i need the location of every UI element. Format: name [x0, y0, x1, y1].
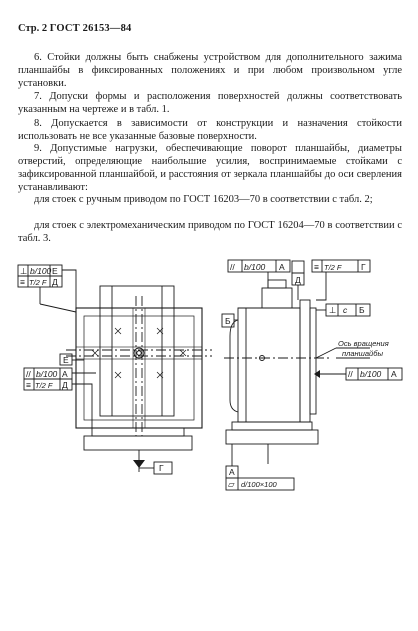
flat-symbol: ≡: [20, 277, 25, 287]
flatness-symbol: ▱: [228, 479, 235, 489]
paragraph-9b: для стоек с электромеханическим приводом по ГОСТ 16204—70 в соответствии с табл. 3.: [18, 220, 402, 245]
bottom-datum-g: Г: [159, 463, 164, 473]
technical-drawing: [0, 250, 418, 630]
sym-symbol: ≡: [26, 380, 31, 390]
axis-label-2: планшайбы: [342, 349, 383, 358]
paragraph-6: 6. Стойки должны быть снабжены устройством для дополнительного зажима планшайбы в фиксированных положениях и при любом произвольном угле установки.: [18, 52, 402, 90]
left-perp-datum: E: [52, 266, 58, 276]
right-top-par-datum: А: [279, 262, 285, 272]
right-datum-d: Д: [295, 275, 301, 285]
right-flat-tol: d/100×100: [241, 480, 277, 489]
right-top-par-tol: b/100: [244, 262, 266, 272]
page-header: [18, 23, 131, 34]
paragraph-9a: для стоек с ручным приводом по ГОСТ 16203—70 в соответствии с табл. 2;: [34, 194, 373, 205]
side-view: [224, 280, 330, 464]
right-datum-a: А: [229, 467, 235, 477]
right-sym-datum: Г: [361, 262, 366, 272]
right-par-tol: b/100: [360, 369, 382, 379]
paragraph-8: 8. Допускается в зависимости от конструкции и назначения стойкости использовать не все указанные базовые поверхности.: [18, 118, 402, 143]
right-par-symbol-2: //: [348, 369, 353, 379]
right-par-datum: А: [391, 369, 397, 379]
datum-g-frame: [139, 462, 172, 474]
document-title: ГОСТ 26153—84: [49, 23, 132, 34]
right-perp-datum: Б: [359, 305, 365, 315]
left-sym-tol: T/2 F: [35, 381, 53, 390]
right-datum-b: Б: [225, 316, 231, 326]
right-perp-symbol: ⊥: [329, 305, 337, 315]
parallel-symbol: //: [26, 369, 31, 379]
left-datum-e: E: [63, 355, 69, 365]
front-view: [66, 286, 212, 472]
paragraph-9: 9. Допустимые нагрузки, обеспечивающие поворот планшайбы, диаметры отверстий, определяющие наибольшие усилия, воспринимаемые стойками с зафиксированной планшайбой, и расстояния от зеркала планшайбы до оси сверления устанавливают:: [18, 143, 402, 194]
right-par-symbol: //: [230, 262, 235, 272]
left-perp-tol: b/100: [30, 266, 52, 276]
left-par-tol: b/100: [36, 369, 58, 379]
axis-label-1: Ось вращения: [338, 339, 389, 348]
left-flat-datum: Д: [52, 277, 58, 287]
right-perp-tol: с: [343, 305, 348, 315]
paragraph-7: 7. Допуски формы и расположения поверхностей должны соответствовать указанным на чертеже и в табл. 1.: [18, 91, 402, 116]
left-flat-tol: T/2 F: [29, 278, 47, 287]
page-number: Стр. 2: [18, 23, 48, 34]
left-sym-datum: Д: [62, 380, 68, 390]
left-par-datum: А: [62, 369, 68, 379]
right-sym-symbol: ≡: [314, 262, 319, 272]
perp-symbol: ⊥: [20, 266, 28, 276]
left-mid-frames: [24, 354, 96, 428]
right-sym-tol: T/2 F: [324, 263, 342, 272]
